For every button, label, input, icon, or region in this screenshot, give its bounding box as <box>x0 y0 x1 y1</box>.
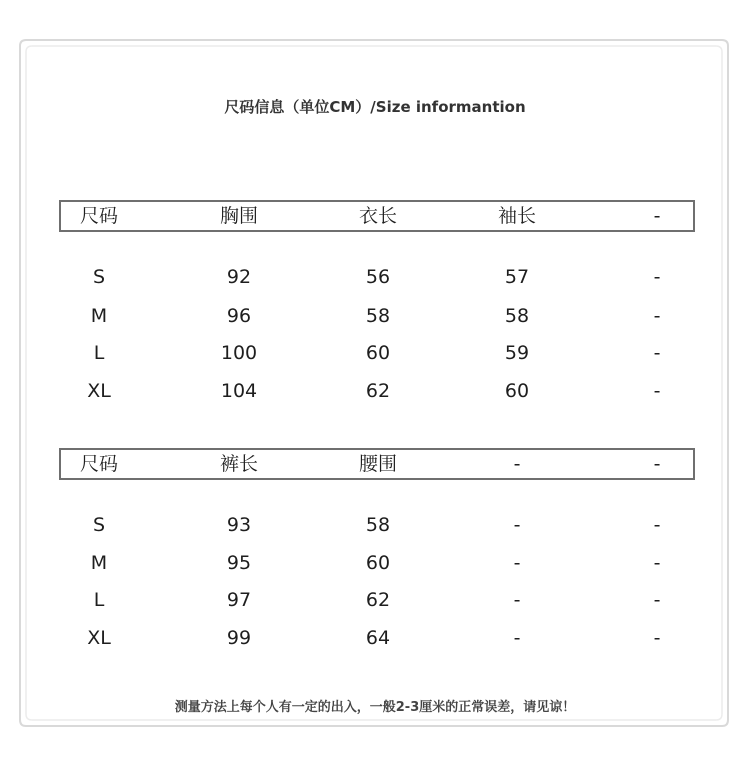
table-cell: 92 <box>226 266 252 288</box>
header-cell: 衣长 <box>358 205 397 227</box>
header-cell: 尺码 <box>79 205 118 227</box>
table-row <box>0 513 750 537</box>
table-cell: 100 <box>220 342 258 364</box>
table-cell: - <box>653 627 661 649</box>
table-cell: - <box>653 342 661 364</box>
table-header-row <box>0 452 750 476</box>
footer-note: 测量方法上每个人有一定的出入，一般2-3厘米的正常误差，请见谅！ <box>174 700 576 715</box>
header-cell: 尺码 <box>79 453 118 475</box>
table-row <box>0 551 750 575</box>
table-cell: - <box>653 589 661 611</box>
table-cell: - <box>513 627 521 649</box>
table-cell: - <box>513 552 521 574</box>
header-cell: 裤长 <box>219 453 258 475</box>
table-cell: L <box>93 342 105 364</box>
table-row <box>0 626 750 650</box>
table-cell: 58 <box>365 305 391 327</box>
table-row <box>0 341 750 365</box>
table-cell: 62 <box>365 380 391 402</box>
table-cell: 62 <box>365 589 391 611</box>
table-cell: - <box>653 266 661 288</box>
table-cell: S <box>92 514 106 536</box>
table-cell: 64 <box>365 627 391 649</box>
header-cell: 胸围 <box>219 205 258 227</box>
header-cell: - <box>513 453 521 475</box>
table-cell: 96 <box>226 305 252 327</box>
table-cell: - <box>513 514 521 536</box>
table-cell: 95 <box>226 552 252 574</box>
table-row <box>0 304 750 328</box>
table-cell: 93 <box>226 514 252 536</box>
table-cell: 60 <box>504 380 530 402</box>
table-cell: XL <box>87 380 111 402</box>
table-cell: 60 <box>365 552 391 574</box>
table-row <box>0 379 750 403</box>
header-cell: - <box>653 205 661 227</box>
table-cell: 57 <box>504 266 530 288</box>
header-cell: 袖长 <box>497 205 536 227</box>
table-cell: 59 <box>504 342 530 364</box>
table-cell: 58 <box>365 514 391 536</box>
table-header-row <box>0 204 750 228</box>
table-cell: - <box>653 552 661 574</box>
table-cell: M <box>90 552 108 574</box>
table-cell: - <box>513 589 521 611</box>
table-cell: M <box>90 305 108 327</box>
table-cell: S <box>92 266 106 288</box>
table-cell: - <box>653 305 661 327</box>
header-cell: - <box>653 453 661 475</box>
table-cell: 60 <box>365 342 391 364</box>
table-cell: 56 <box>365 266 391 288</box>
table-cell: 97 <box>226 589 252 611</box>
table-cell: L <box>93 589 105 611</box>
table-cell: 58 <box>504 305 530 327</box>
table-row <box>0 588 750 612</box>
table-cell: - <box>653 514 661 536</box>
page-title: 尺码信息（单位CM）/Size informantion <box>224 98 526 116</box>
table-cell: 104 <box>220 380 258 402</box>
header-cell: 腰围 <box>358 453 397 475</box>
table-row <box>0 265 750 289</box>
table-cell: 99 <box>226 627 252 649</box>
table-cell: - <box>653 380 661 402</box>
table-cell: XL <box>87 627 111 649</box>
